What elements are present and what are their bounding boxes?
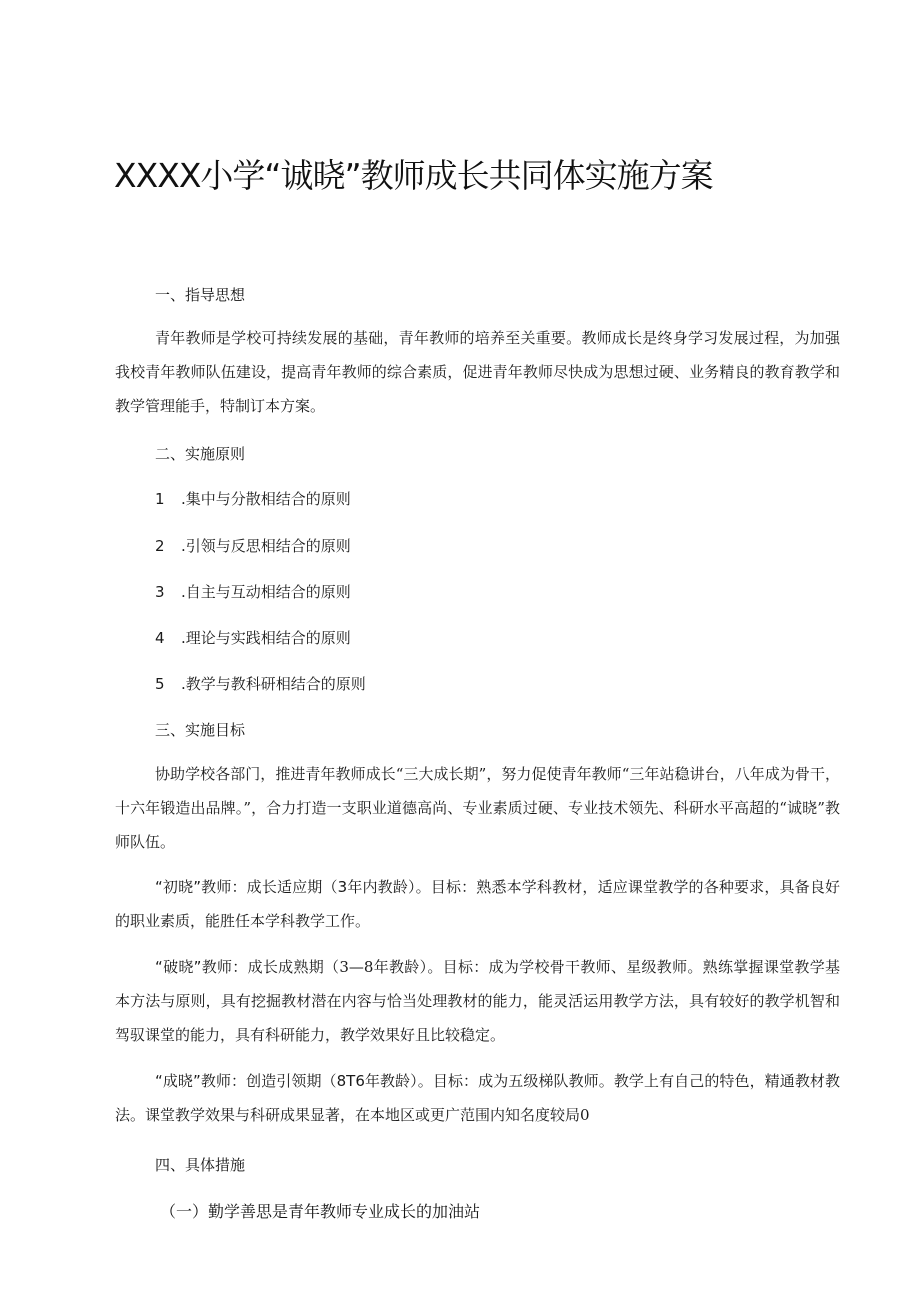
paragraph-stage-chuxiao (115, 870, 840, 938)
principle-text: .教学与教科研相结合的原则 (181, 675, 366, 693)
paragraph-guiding-ideology: 青年教师是学校可持续发展的基础，青年教师的培养至关重要。教师成长是终身学习发展过程，为加强我校青年教师队伍建设，提高青年教师的综合素质，促进青年教师尽快成为思想过硬、业务精良的教育教学和教学管理能手，特制订本方案。 (115, 329, 840, 415)
principle-number: 5 (155, 675, 165, 693)
principle-number: 1 (155, 490, 165, 508)
principle-text: .集中与分散相结合的原则 (181, 490, 351, 508)
stage-desc-chengxiao: 。目标：成为五级梯队教师。教学上有自己的特色，精通教材教法。课堂教学效果与科研成果显著，在本地区或更广范围内知名度较局0 (115, 1072, 840, 1124)
principle-item (155, 535, 351, 556)
document-title: XXXX小学“诚晓”教师成长共同体实施方案 (114, 156, 713, 195)
stage-desc-poxiao: ：成长成熟期（3—8年教龄）。目标：成为学校骨干教师、星级教师。熟练掌握课堂教学基本方法与原则，具有挖掘教材潜在内容与恰当处理教材的能力，能灵活运用教学方法，具有较好的教学机智和驾驭课堂的能力，具有科研能力，教学效果好且比较稳定。 (115, 958, 840, 1044)
paragraph-goals: 协助学校各部门，推进青年教师成长“三大成长期”，努力促使青年教师“三年站稳讲台，八年成为骨干，十六年锻造出品牌。”，合力打造一支职业道德高尚、专业素质过硬、专业技术领先、科研水平高超的“诚晓”教师队伍。 (115, 765, 840, 851)
stage-lead-chuxiao: “初晓”教师：成长适应期（3年内教龄） (155, 878, 416, 896)
principle-text: .自主与互动相结合的原则 (181, 583, 351, 601)
subsection-heading-study: （一）勤学善思是青年教师专业成长的加油站 (160, 1202, 481, 1221)
principle-item (155, 673, 366, 694)
paragraph-stage-chengxiao (115, 1064, 840, 1132)
section-heading-measures: 四、具体措施 (155, 1156, 246, 1174)
principle-number: 3 (155, 583, 165, 601)
stage-lead-chengxiao: “成晓”教师：创造引领期（8T6年教龄） (155, 1072, 418, 1090)
section-heading-goals: 三、实施目标 (155, 721, 246, 739)
section-heading-guiding-ideology: 一、指导思想 (155, 286, 246, 304)
principle-number: 2 (155, 537, 165, 555)
paragraph-stage-poxiao (115, 950, 840, 1052)
principle-item (155, 627, 351, 648)
principle-item (155, 488, 351, 509)
principle-text: .引领与反思相结合的原则 (181, 537, 351, 555)
stage-desc-chuxiao: 。目标：熟悉本学科教材，适应课堂教学的各种要求，具备良好的职业素质，能胜任本学科教学工作。 (115, 878, 840, 930)
principle-number: 4 (155, 629, 165, 647)
principle-item (155, 581, 351, 602)
section-heading-principles: 二、实施原则 (155, 445, 246, 463)
principle-text: .理论与实践相结合的原则 (181, 629, 351, 647)
stage-lead-poxiao: “破晓”教师 (155, 958, 233, 976)
